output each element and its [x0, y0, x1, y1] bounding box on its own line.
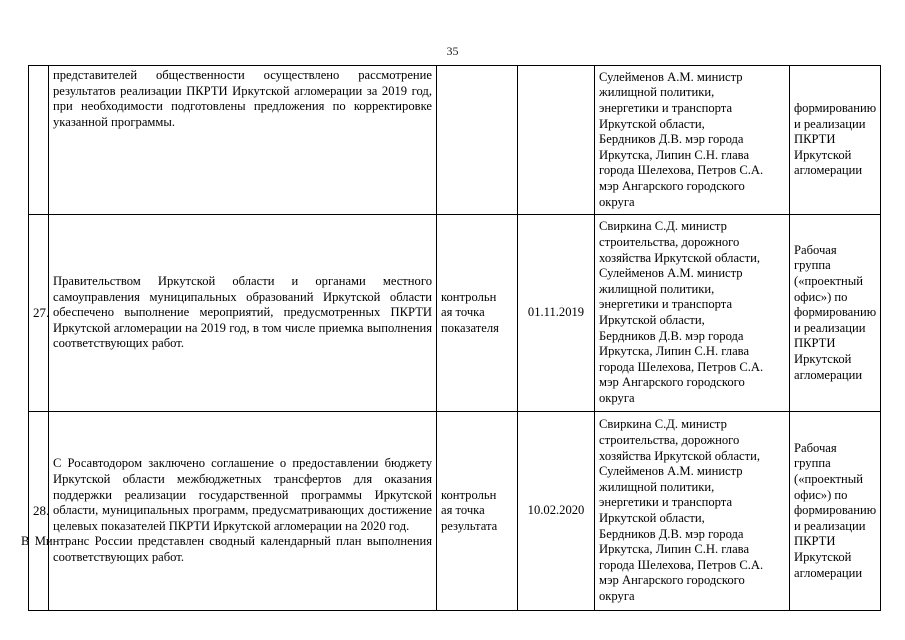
responsible-line: жилищной политики,	[599, 479, 715, 494]
table-row	[29, 215, 881, 412]
group-line: ПКРТИ	[794, 132, 836, 147]
group-line: Рабочая группа	[794, 440, 837, 471]
responsible-line: мэр Ангарского городского	[599, 178, 745, 193]
responsible-line: Иркутской области,	[599, 511, 705, 525]
responsible-line: Бердников Д.В. мэр города	[599, 526, 744, 541]
description-paragraph: представителей общественности осуществлено рассмотрение результатов реализации ПКРТИ Иркутской агломерации за 2019 год, при необходимости подготовлены предложения по корректировке указанной программы.	[53, 68, 432, 129]
group-line: («проектный	[794, 472, 863, 487]
description-paragraph: В Минтранс России представлен сводный календарный план выполнения соответствующих работ.	[21, 534, 432, 564]
responsible-line: города Шелехова, Петров С.А.	[599, 359, 764, 374]
group-line: ПКРТИ	[794, 336, 836, 351]
responsible-line: Бердников Д.В. мэр города	[599, 328, 744, 343]
point-type-line: результата	[441, 518, 498, 533]
group-line: агломерации	[794, 367, 863, 382]
group-line: и реализации	[794, 116, 866, 131]
row-number: 27.	[29, 215, 49, 412]
responsible-line: города Шелехова, Петров С.А.	[599, 163, 764, 178]
description-paragraph: Правительством Иркутской области и органами местного самоуправления муниципальных образований Иркутской области обеспечено выполнение мероприятий, предусмотренных ПКРТИ Иркутской агломерации на 2019 год, в том числе приемка выполнения соответствующих работ.	[53, 274, 432, 351]
row-date	[518, 66, 595, 215]
row-responsible	[595, 412, 790, 611]
responsible-line: округа	[599, 194, 635, 209]
row-working-group	[790, 215, 881, 412]
group-line: офис») по	[794, 487, 848, 502]
group-line: агломерации	[794, 565, 863, 580]
group-line: Рабочая группа	[794, 242, 837, 273]
row-point-type	[437, 412, 518, 611]
plan-table	[21, 65, 881, 611]
group-line: офис») по	[794, 289, 848, 304]
row-date: 01.11.2019	[518, 215, 595, 412]
responsible-line: Иркутской области,	[599, 313, 705, 327]
responsible-line: хозяйства Иркутской области,	[599, 250, 761, 265]
description-paragraph: С Росавтодором заключено соглашение о предоставлении бюджету Иркутской области межбюджетных трансфертов для оказания поддержки реализации государственной программы Иркутской области, муниципальных программ, предусматривающих достижение целевых показателей ПКРТИ Иркутской агломерации на 2020 год.	[53, 456, 432, 533]
responsible-line: Сулейменов А.М. министр	[599, 69, 743, 84]
responsible-line: округа	[599, 588, 635, 603]
table-row	[29, 66, 881, 215]
row-number	[29, 66, 49, 215]
row-number: 28.	[29, 412, 49, 611]
responsible-line: энергетики и транспорта	[599, 495, 733, 510]
group-line: и реализации	[794, 320, 866, 335]
group-line: Иркутской	[794, 147, 852, 162]
row-working-group	[790, 66, 881, 215]
responsible-line: жилищной политики,	[599, 281, 715, 296]
responsible-line: Свиркина С.Д. министр	[599, 219, 727, 234]
responsible-line: хозяйства Иркутской области,	[599, 448, 761, 463]
point-type-line: контрольн	[441, 289, 497, 304]
row-point-type	[437, 66, 518, 215]
point-type-line: ая точка	[441, 503, 485, 518]
responsible-line: Свиркина С.Д. министр	[599, 417, 727, 432]
table-row	[29, 412, 881, 611]
row-description	[49, 66, 437, 215]
group-line: Иркутской	[794, 351, 852, 366]
group-line: агломерации	[794, 163, 863, 178]
group-line: формированию	[794, 101, 877, 116]
row-responsible	[595, 215, 790, 412]
group-line: Иркутской	[794, 549, 852, 564]
responsible-line: Иркутска, Липин С.Н. глава	[599, 147, 750, 162]
responsible-line: города Шелехова, Петров С.А.	[599, 557, 764, 572]
responsible-line: строительства, дорожного	[599, 235, 740, 250]
group-line: и реализации	[794, 518, 866, 533]
responsible-line: жилищной политики,	[599, 85, 715, 100]
responsible-line: энергетики и транспорта	[599, 297, 733, 312]
row-date: 10.02.2020	[518, 412, 595, 611]
responsible-line: мэр Ангарского городского	[599, 375, 745, 390]
row-working-group	[790, 412, 881, 611]
responsible-line: Сулейменов А.М. министр	[599, 266, 743, 281]
group-line: формированию	[794, 503, 877, 518]
responsible-line: Иркутска, Липин С.Н. глава	[599, 344, 750, 359]
responsible-line: Иркутска, Липин С.Н. глава	[599, 542, 750, 557]
responsible-line: Сулейменов А.М. министр	[599, 464, 743, 479]
responsible-line: энергетики и транспорта	[599, 101, 733, 116]
responsible-line: строительства, дорожного	[599, 433, 740, 448]
responsible-line: округа	[599, 390, 635, 405]
group-line: формированию	[794, 305, 877, 320]
responsible-line: мэр Ангарского городского	[599, 573, 745, 588]
responsible-line: Иркутской области,	[599, 116, 705, 131]
point-type-line: ая точка	[441, 305, 485, 320]
row-description	[49, 215, 437, 412]
group-line: («проектный	[794, 274, 863, 289]
group-line: ПКРТИ	[794, 534, 836, 549]
row-point-type	[437, 215, 518, 412]
point-type-line: показателя	[441, 320, 499, 335]
row-responsible	[595, 66, 790, 215]
responsible-line: Бердников Д.В. мэр города	[599, 132, 744, 147]
point-type-line: контрольн	[441, 487, 497, 502]
page-number: 35	[446, 44, 459, 58]
